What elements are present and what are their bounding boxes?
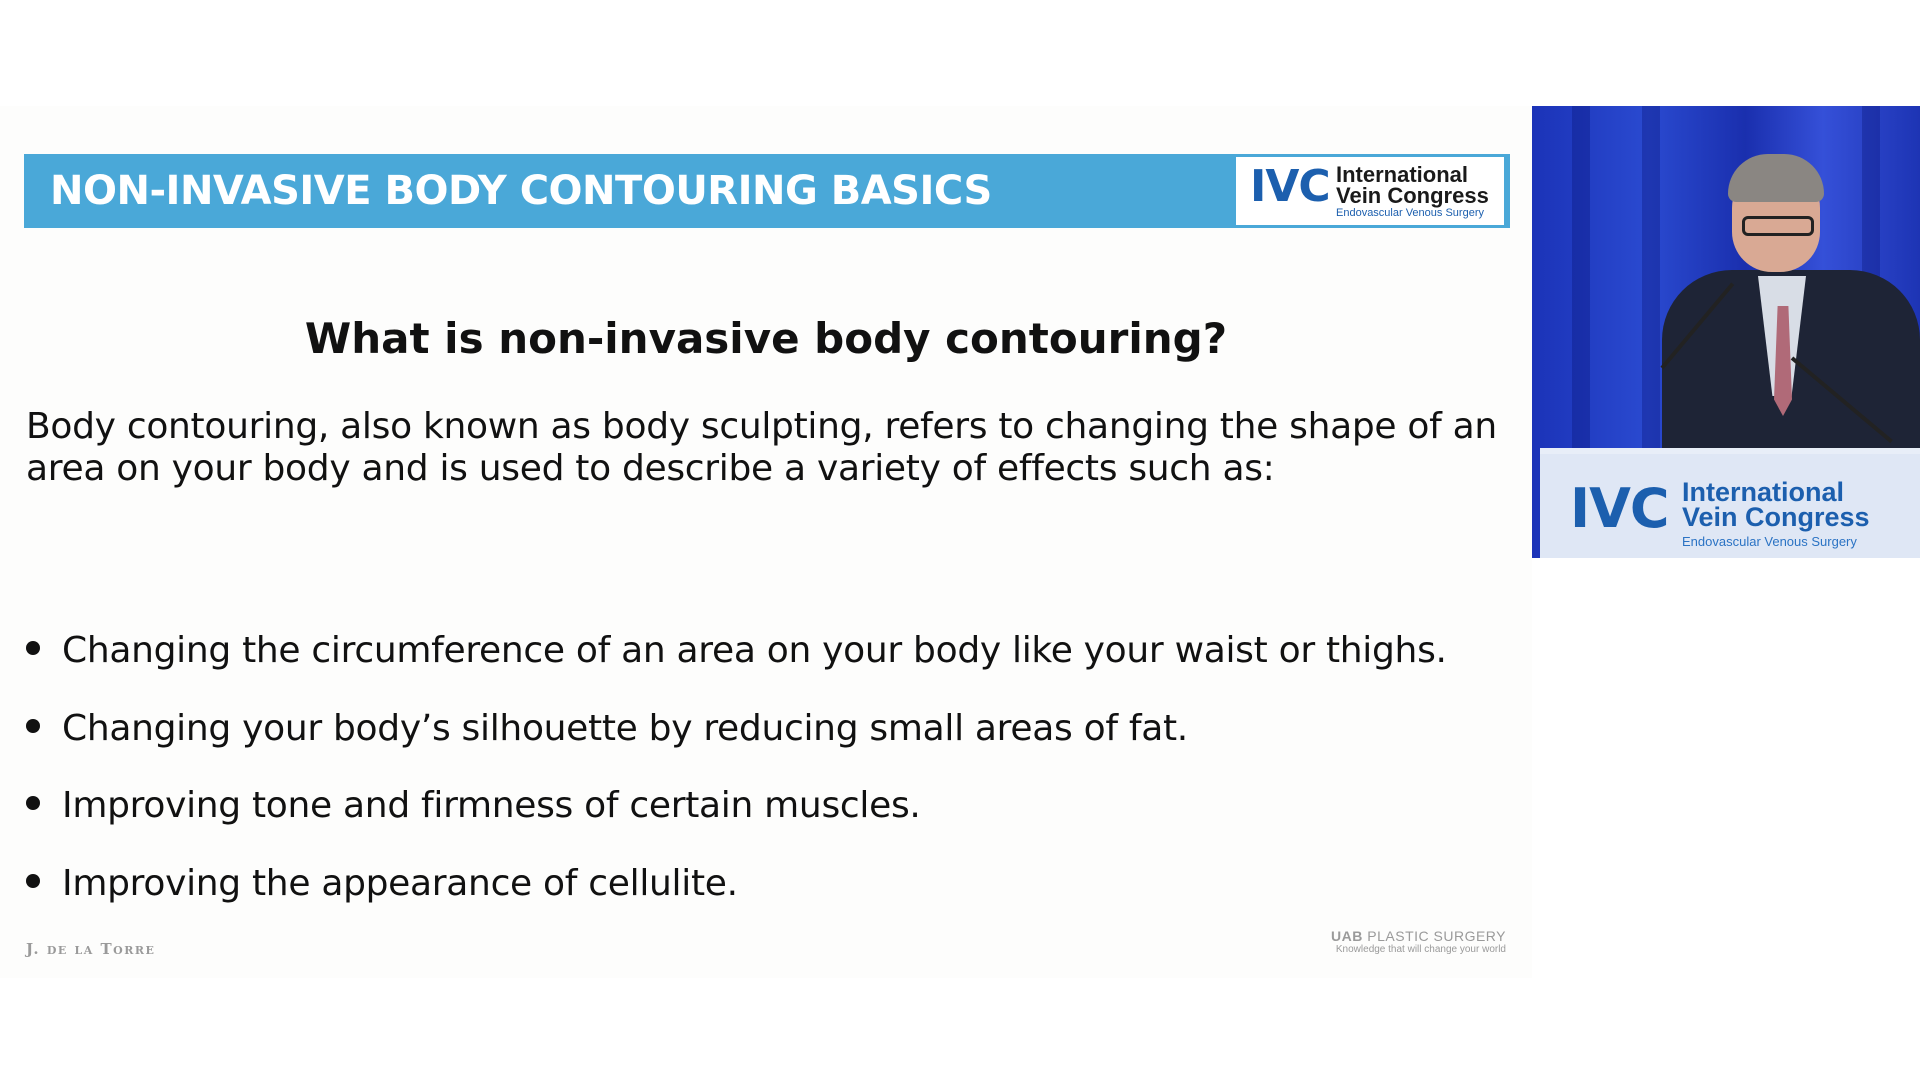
curtain-fold	[1642, 106, 1660, 486]
ivc-logo-subtitle: Endovascular Venous Surgery	[1336, 207, 1484, 219]
ivc-logo-name-line1: International	[1336, 162, 1469, 187]
speaker-hair	[1728, 154, 1824, 202]
bullet-item	[26, 708, 1188, 750]
bullet-dot-icon	[26, 641, 40, 655]
bullet-text: Changing your body’s silhouette by reducing small areas of fat.	[62, 708, 1188, 749]
uab-footer-tagline: Knowledge that will change your world	[1335, 944, 1506, 955]
podium-logo-name-line2: Vein Congress	[1682, 502, 1870, 532]
podium-logo-name-line1: International	[1682, 477, 1845, 507]
podium-logo-subtitle: Endovascular Venous Surgery	[1682, 534, 1857, 549]
uab-footer-org: PLASTIC SURGERY	[1367, 928, 1506, 944]
slide-title-bar	[24, 154, 1510, 228]
podium	[1540, 448, 1920, 558]
curtain-fold	[1572, 106, 1590, 486]
bullet-dot-icon	[26, 796, 40, 810]
podium-logo-name	[1682, 477, 1870, 532]
bullet-text: Changing the circumference of an area on your body like your waist or thighs.	[62, 630, 1447, 671]
speaker-video	[1532, 106, 1920, 558]
slide-author: J. de la Torre	[26, 940, 156, 958]
bullet-text: Improving the appearance of cellulite.	[62, 863, 738, 904]
slide-title: NON-INVASIVE BODY CONTOURING BASICS	[50, 168, 992, 214]
ivc-logo-name	[1336, 164, 1489, 206]
bullet-item	[26, 785, 921, 827]
podium-logo-mark: IVC	[1570, 477, 1669, 540]
bullet-dot-icon	[26, 874, 40, 888]
uab-footer-logo	[1331, 928, 1506, 955]
slide-heading: What is non-invasive body contouring?	[304, 314, 1228, 363]
speaker-glasses	[1742, 216, 1814, 236]
slide-intro-text: Body contouring, also known as body sculpting, refers to changing the shape of an area on your body and is used to describe a variety of effects such as:	[26, 406, 1497, 489]
bullet-item	[26, 863, 738, 905]
ivc-logo-name-line2: Vein Congress	[1336, 183, 1489, 208]
bullet-text: Improving tone and firmness of certain muscles.	[62, 785, 921, 826]
ivc-logo	[1236, 157, 1504, 225]
bullet-dot-icon	[26, 719, 40, 733]
presentation-slide	[0, 106, 1532, 978]
bullet-item	[26, 630, 1447, 672]
ivc-logo-mark: IVC	[1250, 161, 1330, 212]
uab-footer-org-bold: UAB	[1331, 928, 1363, 944]
